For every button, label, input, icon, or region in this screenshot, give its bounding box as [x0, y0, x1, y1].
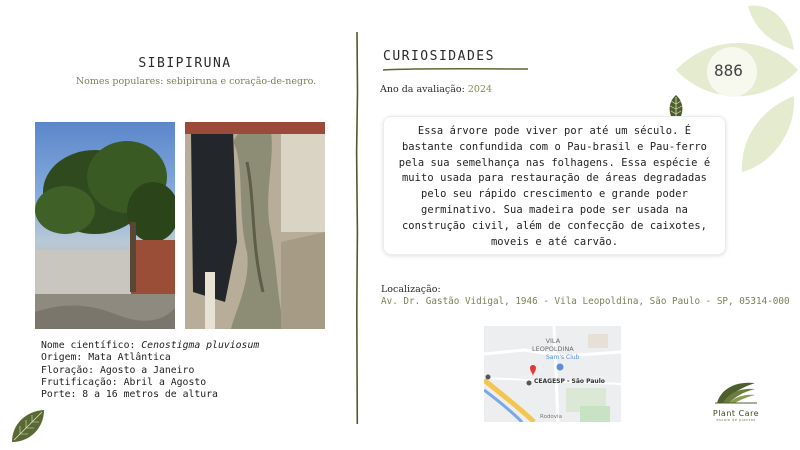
curiosities-title: CURIOSIDADES — [383, 49, 495, 64]
curiosities-text: Essa árvore pode viver por até um século. É bastante confundida com o Pau-brasil e Pau-ferro pela sua semelhança nas folhagens. Essa espécie é muito usada para restauração de áreas degradadas pelo seu rápido crescimento e grande poder germinativo. Sua madeira pode ser usada na construção civil, além de confecção de caixotes, moveis e até carvão. — [398, 125, 711, 248]
curiosities-card — [383, 116, 726, 255]
leaf-icon-bottom-left — [8, 406, 48, 446]
species-facts — [41, 340, 259, 401]
fact-flowering: Floração: Agosto a Janeiro — [41, 364, 195, 376]
location-address: Av. Dr. Gastão Vidigal, 1946 - Vila Leopoldina, São Paulo - SP, 05314-000 — [381, 296, 790, 307]
tree-photo — [35, 122, 175, 329]
plant-care-logo-icon — [713, 379, 759, 405]
curiosities-underline — [383, 67, 528, 72]
map-poi-label: Sam's Club — [546, 354, 580, 361]
tree-number-badge: 886 — [714, 61, 743, 80]
fact-scientific-name: Nome científico: Cenostigma pluviosum — [41, 340, 260, 351]
map-pin-label: CEAGESP - São Paulo — [534, 378, 605, 385]
location-map[interactable] — [484, 326, 621, 422]
leaf-shape-lower — [742, 96, 794, 172]
popular-names: Nomes populares: sebipiruna e coração-de-negro. — [75, 76, 317, 87]
location-label: Localização: — [381, 284, 441, 295]
poi-marker-icon — [557, 364, 564, 371]
fact-fruiting: Frutificação: Abril a Agosto — [41, 376, 207, 388]
fact-origin: Origem: Mata Atlântica — [41, 352, 171, 364]
brand-tagline: escola de plantas — [716, 418, 756, 422]
evaluation-year: Ano da avaliação: 2024 — [380, 84, 493, 95]
fact-size: Porte: 8 a 16 metros de altura — [41, 389, 218, 401]
map-district-label: VILA LEOPOLDINA — [532, 337, 574, 353]
map-road-label: Rodovia — [540, 414, 562, 420]
brand-logo — [700, 379, 772, 422]
trunk-photo — [185, 122, 325, 329]
column-divider — [354, 32, 360, 424]
leaf-shape-upper — [748, 5, 794, 50]
species-title: SIBIPIRUNA — [138, 56, 232, 71]
brand-name: Plant Care — [712, 409, 760, 418]
